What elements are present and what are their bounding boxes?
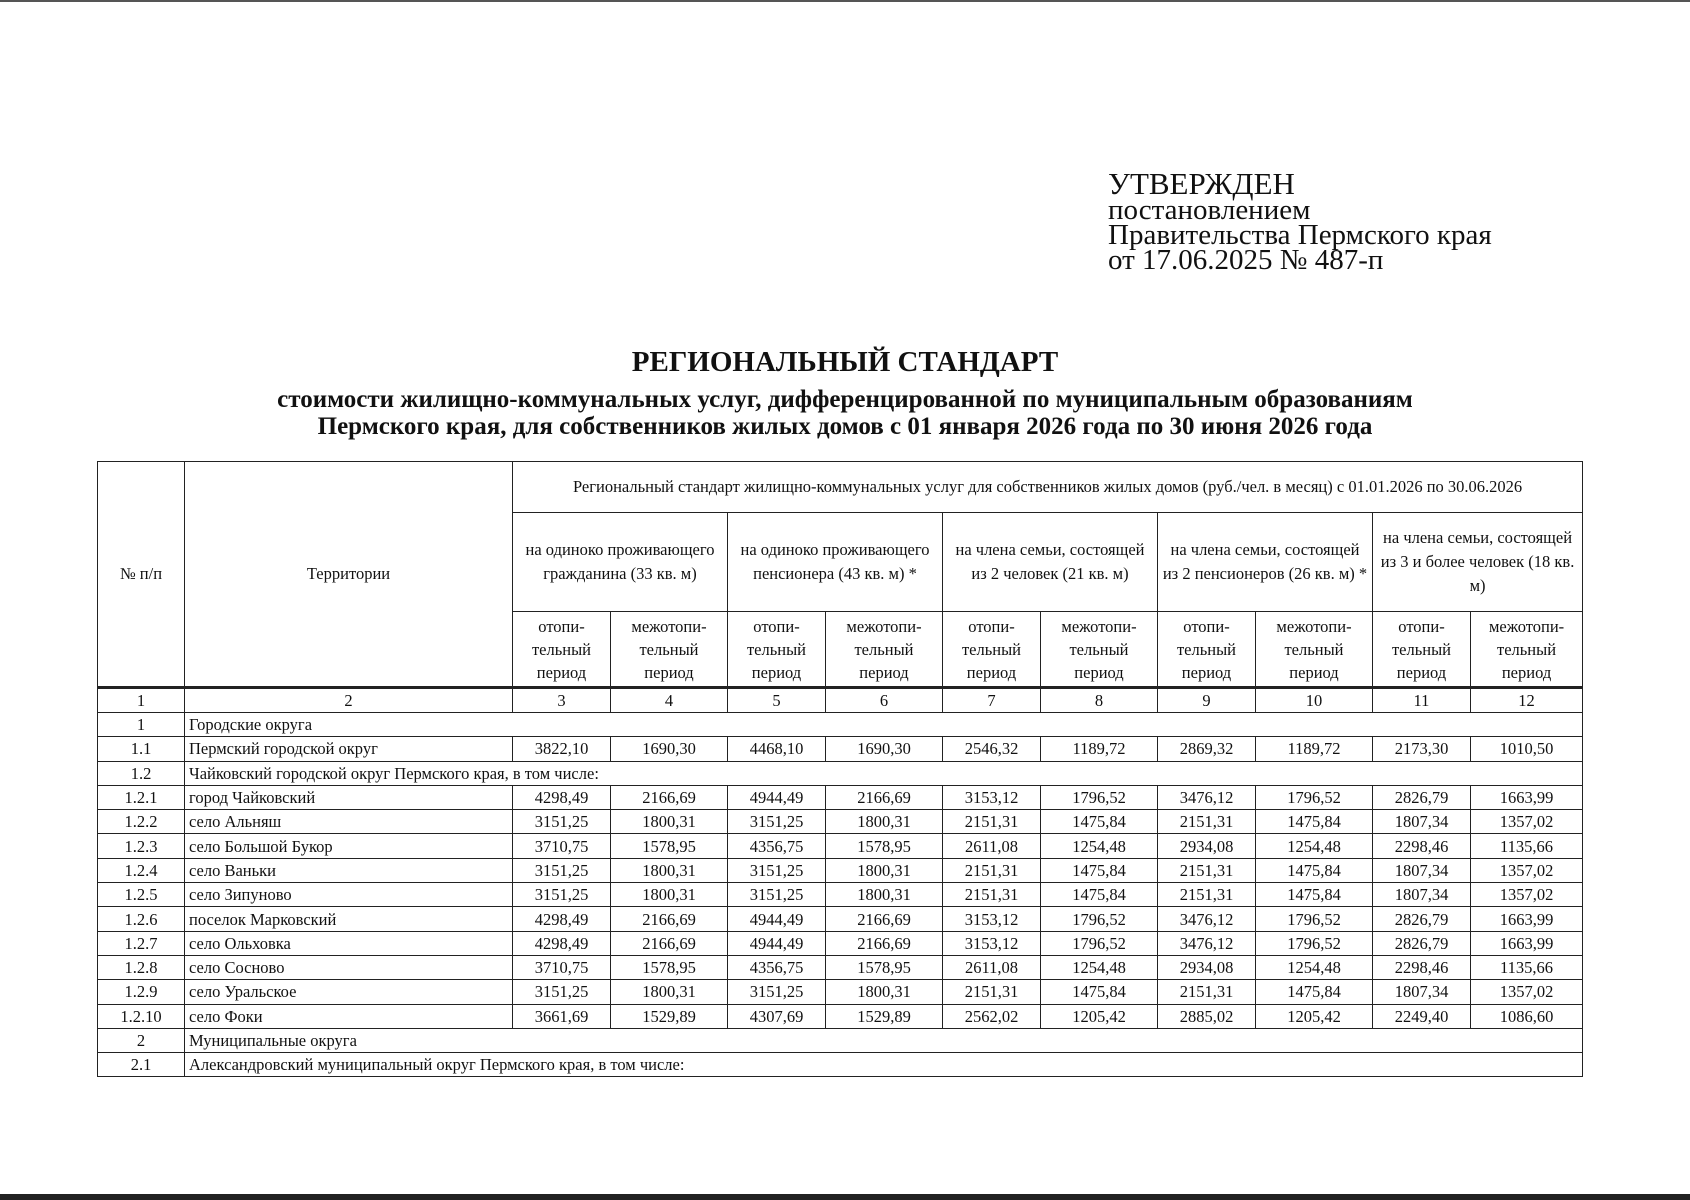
header-period-heating: отопи- тельный период [1373,612,1471,688]
value-cell: 3153,12 [943,931,1041,955]
value-cell: 1475,84 [1041,810,1158,834]
table-row [98,810,1583,834]
column-number: 11 [1373,688,1471,713]
value-cell: 1690,30 [826,737,943,761]
value-cell: 2249,40 [1373,1004,1471,1028]
row-number: 1.2.9 [98,980,185,1004]
territory-name: Пермский городской округ [185,737,513,761]
territory-name: село Альняш [185,810,513,834]
value-cell: 2151,31 [1158,810,1256,834]
value-cell: 2166,69 [826,907,943,931]
approval-heading: УТВЕРЖДЕН [1108,166,1295,201]
value-cell: 1357,02 [1471,858,1583,882]
territory-name: село Сосново [185,955,513,979]
value-cell: 3151,25 [728,883,826,907]
approval-line: от 17.06.2025 № 487-п [1108,244,1384,276]
value-cell: 1475,84 [1256,980,1373,1004]
table-row [98,955,1583,979]
value-cell: 1800,31 [611,980,728,1004]
column-number: 6 [826,688,943,713]
value-cell: 1796,52 [1041,785,1158,809]
column-number: 7 [943,688,1041,713]
value-cell: 1357,02 [1471,980,1583,1004]
value-cell: 2826,79 [1373,907,1471,931]
approval-stamp [1108,166,1528,276]
column-number: 9 [1158,688,1256,713]
value-cell: 1205,42 [1256,1004,1373,1028]
section-row [98,1028,1583,1052]
value-cell: 1796,52 [1041,931,1158,955]
territory-name: село Большой Букор [185,834,513,858]
territory-name: Муниципальные округа [185,1028,1583,1052]
value-cell: 2166,69 [611,931,728,955]
header-category: на члена семьи, состоящей из 2 человек (21 кв. м) [943,513,1158,612]
territory-name: город Чайковский [185,785,513,809]
row-number: 2.1 [98,1053,185,1077]
page-top-edge [0,0,1690,2]
row-number: 1.1 [98,737,185,761]
territory-name: село Уральское [185,980,513,1004]
value-cell: 2611,08 [943,834,1041,858]
header-category: на одиноко проживающего гражданина (33 кв. м) [513,513,728,612]
value-cell: 2826,79 [1373,785,1471,809]
header-period-heating: отопи- тельный период [728,612,826,688]
column-number: 1 [98,688,185,713]
value-cell: 1357,02 [1471,810,1583,834]
subtitle-line: Пермского края, для собственников жилых домов с 01 января 2026 года по 30 июня 2026 года [317,413,1373,440]
value-cell: 1578,95 [826,834,943,858]
territory-name: село Ольховка [185,931,513,955]
value-cell: 4307,69 [728,1004,826,1028]
value-cell: 2151,31 [1158,883,1256,907]
row-number: 1.2.8 [98,955,185,979]
value-cell: 3710,75 [513,834,611,858]
value-cell: 1800,31 [611,810,728,834]
value-cell: 2885,02 [1158,1004,1256,1028]
section-row [98,1053,1583,1077]
row-number: 1.2.2 [98,810,185,834]
value-cell: 3151,25 [728,858,826,882]
value-cell: 1254,48 [1041,834,1158,858]
header-period-nonheating: межотопи- тельный период [1471,612,1583,688]
value-cell: 3661,69 [513,1004,611,1028]
value-cell: 1800,31 [826,980,943,1004]
value-cell: 1475,84 [1041,883,1158,907]
column-number: 10 [1256,688,1373,713]
table-row [98,883,1583,907]
row-number: 1.2.4 [98,858,185,882]
value-cell: 1475,84 [1041,858,1158,882]
header-period-heating: отопи- тельный период [1158,612,1256,688]
value-cell: 1529,89 [826,1004,943,1028]
column-number: 12 [1471,688,1583,713]
value-cell: 1357,02 [1471,883,1583,907]
value-cell: 3476,12 [1158,907,1256,931]
header-group: Региональный стандарт жилищно-коммунальных услуг для собственников жилых домов (руб./чел. в месяц) с 01.01.2026 по 30.06.2026 [513,462,1583,513]
column-number: 4 [611,688,728,713]
value-cell: 1475,84 [1041,980,1158,1004]
territory-name: Чайковский городской округ Пермского края, в том числе: [185,761,1583,785]
territory-name: село Зипуново [185,883,513,907]
value-cell: 4298,49 [513,785,611,809]
column-number: 3 [513,688,611,713]
value-cell: 2151,31 [1158,858,1256,882]
value-cell: 1796,52 [1041,907,1158,931]
row-number: 1.2 [98,761,185,785]
value-cell: 1189,72 [1041,737,1158,761]
row-number: 1 [98,713,185,737]
section-row [98,713,1583,737]
value-cell: 2934,08 [1158,834,1256,858]
value-cell: 1807,34 [1373,883,1471,907]
value-cell: 2562,02 [943,1004,1041,1028]
value-cell: 2151,31 [1158,980,1256,1004]
header-period-nonheating: межотопи- тельный период [1041,612,1158,688]
column-numbers-row [98,688,1583,713]
value-cell: 3151,25 [728,810,826,834]
value-cell: 2166,69 [611,907,728,931]
row-number: 1.2.5 [98,883,185,907]
value-cell: 2934,08 [1158,955,1256,979]
value-cell: 4944,49 [728,907,826,931]
value-cell: 1189,72 [1256,737,1373,761]
value-cell: 4356,75 [728,955,826,979]
standard-table [97,461,1583,1077]
territory-name: село Ваньки [185,858,513,882]
row-number: 2 [98,1028,185,1052]
document-title: РЕГИОНАЛЬНЫЙ СТАНДАРТ [631,346,1059,378]
value-cell: 4298,49 [513,931,611,955]
value-cell: 3822,10 [513,737,611,761]
value-cell: 1135,66 [1471,955,1583,979]
value-cell: 4944,49 [728,931,826,955]
table-row [98,980,1583,1004]
column-number: 5 [728,688,826,713]
page-bottom-edge [0,1194,1690,1200]
value-cell: 1254,48 [1256,834,1373,858]
header-period-nonheating: межотопи- тельный период [611,612,728,688]
header-category: на члена семьи, состоящей из 2 пенсионеров (26 кв. м) * [1158,513,1373,612]
value-cell: 1529,89 [611,1004,728,1028]
value-cell: 1690,30 [611,737,728,761]
value-cell: 2151,31 [943,810,1041,834]
value-cell: 4298,49 [513,907,611,931]
value-cell: 1800,31 [611,858,728,882]
value-cell: 1796,52 [1256,907,1373,931]
row-number: 1.2.7 [98,931,185,955]
territory-name: Александровский муниципальный округ Пермского края, в том числе: [185,1053,1583,1077]
value-cell: 2546,32 [943,737,1041,761]
table-row [98,737,1583,761]
value-cell: 2298,46 [1373,955,1471,979]
value-cell: 3476,12 [1158,785,1256,809]
value-cell: 4356,75 [728,834,826,858]
value-cell: 1663,99 [1471,785,1583,809]
value-cell: 2151,31 [943,883,1041,907]
value-cell: 1135,66 [1471,834,1583,858]
column-number: 2 [185,688,513,713]
table-row [98,931,1583,955]
value-cell: 1663,99 [1471,907,1583,931]
value-cell: 1807,34 [1373,980,1471,1004]
value-cell: 2151,31 [943,858,1041,882]
header-period-heating: отопи- тельный период [513,612,611,688]
value-cell: 3153,12 [943,907,1041,931]
table-row [98,1004,1583,1028]
value-cell: 1578,95 [611,834,728,858]
value-cell: 2826,79 [1373,931,1471,955]
value-cell: 3151,25 [513,810,611,834]
value-cell: 1254,48 [1041,955,1158,979]
value-cell: 4468,10 [728,737,826,761]
value-cell: 3153,12 [943,785,1041,809]
row-number: 1.2.10 [98,1004,185,1028]
value-cell: 3151,25 [728,980,826,1004]
header-period-heating: отопи- тельный период [943,612,1041,688]
value-cell: 1807,34 [1373,858,1471,882]
row-number: 1.2.1 [98,785,185,809]
value-cell: 1800,31 [826,883,943,907]
value-cell: 1796,52 [1256,931,1373,955]
header-row [98,462,1583,513]
header-period-nonheating: межотопи- тельный период [1256,612,1373,688]
row-number: 1.2.6 [98,907,185,931]
value-cell: 1800,31 [826,810,943,834]
value-cell: 1475,84 [1256,858,1373,882]
column-number: 8 [1041,688,1158,713]
header-category: на члена семьи, состоящей из 3 и более человек (18 кв. м) [1373,513,1583,612]
value-cell: 2298,46 [1373,834,1471,858]
header-territory: Территории [185,462,513,688]
value-cell: 3710,75 [513,955,611,979]
value-cell: 1475,84 [1256,810,1373,834]
value-cell: 2166,69 [826,931,943,955]
header-category: на одиноко проживающего пенсионера (43 кв. м) * [728,513,943,612]
value-cell: 1010,50 [1471,737,1583,761]
header-period-nonheating: межотопи- тельный период [826,612,943,688]
table-row [98,785,1583,809]
value-cell: 3151,25 [513,883,611,907]
header-num: № п/п [98,462,185,688]
territory-name: поселок Марковский [185,907,513,931]
value-cell: 1796,52 [1256,785,1373,809]
value-cell: 1086,60 [1471,1004,1583,1028]
value-cell: 2869,32 [1158,737,1256,761]
table-row [98,907,1583,931]
approval-line: постановлением [1108,194,1311,226]
value-cell: 2173,30 [1373,737,1471,761]
territory-name: Городские округа [185,713,1583,737]
value-cell: 4944,49 [728,785,826,809]
value-cell: 1800,31 [611,883,728,907]
territory-name: село Фоки [185,1004,513,1028]
section-row [98,761,1583,785]
value-cell: 1663,99 [1471,931,1583,955]
value-cell: 1205,42 [1041,1004,1158,1028]
value-cell: 1578,95 [611,955,728,979]
subtitle-line: стоимости жилищно-коммунальных услуг, дифференцированной по муниципальным образованиям [277,386,1413,413]
table-row [98,858,1583,882]
value-cell: 1807,34 [1373,810,1471,834]
value-cell: 2166,69 [611,785,728,809]
value-cell: 2151,31 [943,980,1041,1004]
value-cell: 3476,12 [1158,931,1256,955]
value-cell: 2611,08 [943,955,1041,979]
row-number: 1.2.3 [98,834,185,858]
value-cell: 1800,31 [826,858,943,882]
value-cell: 1475,84 [1256,883,1373,907]
value-cell: 3151,25 [513,858,611,882]
table-row [98,834,1583,858]
value-cell: 2166,69 [826,785,943,809]
value-cell: 1578,95 [826,955,943,979]
approval-line: Правительства Пермского края [1108,219,1492,251]
value-cell: 1254,48 [1256,955,1373,979]
document-subtitle [120,386,1570,440]
value-cell: 3151,25 [513,980,611,1004]
